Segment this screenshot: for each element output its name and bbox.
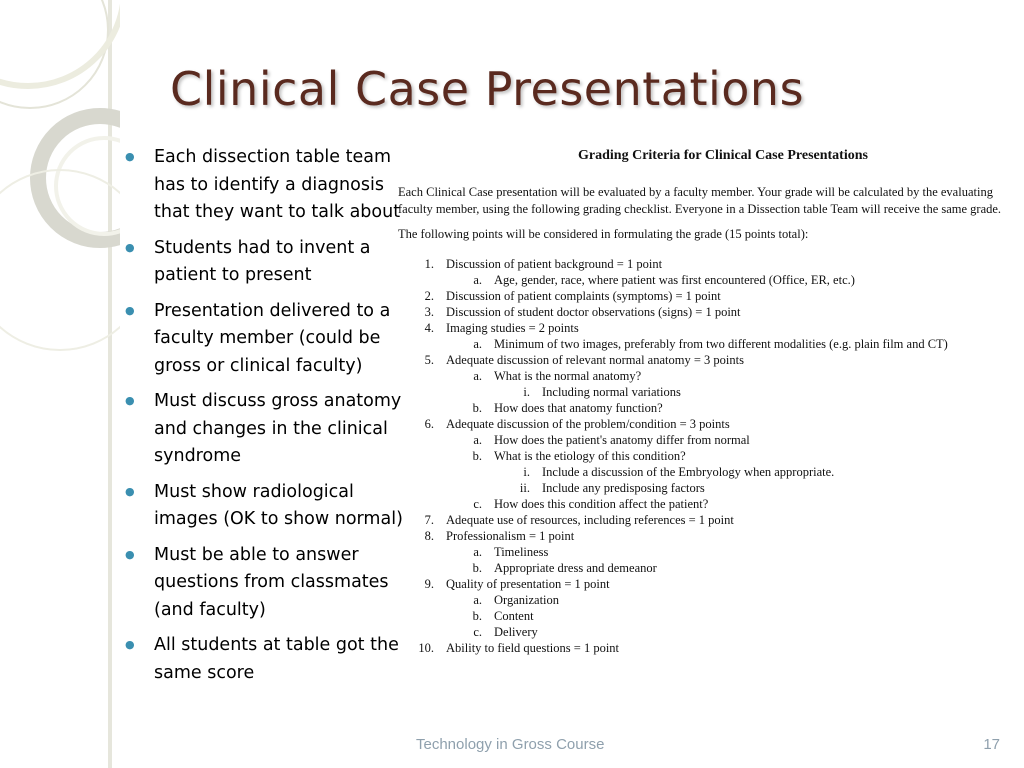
criteria-number: 10.	[418, 641, 434, 655]
criteria-list	[398, 256, 1022, 656]
criteria-text: Quality of presentation = 1 point	[446, 577, 610, 591]
criteria-text: Include a discussion of the Embryology when appropriate.	[542, 465, 835, 479]
bullet-text: Each dissection table team has to identify a diagnosis that they want to talk about	[154, 147, 401, 222]
criteria-text: How does that anatomy function?	[494, 401, 663, 415]
bullet-text: Students had to invent a patient to present	[154, 237, 371, 285]
bullet-text: Must discuss gross anatomy and changes in the clinical syndrome	[154, 391, 402, 466]
criteria-item	[398, 464, 1022, 480]
criteria-item	[398, 416, 1022, 432]
criteria-number: 7.	[424, 513, 434, 527]
bullet-item	[118, 144, 406, 227]
criteria-item	[398, 288, 1022, 304]
criteria-item	[398, 336, 1022, 352]
criteria-item	[398, 432, 1022, 448]
bullet-item	[118, 298, 406, 381]
criteria-number: c.	[473, 497, 482, 511]
criteria-text: Ability to field questions = 1 point	[446, 641, 620, 655]
bullet-text: Presentation delivered to a faculty member (could be gross or clinical faculty)	[154, 300, 391, 376]
circle-bullet-icon: ●	[125, 547, 135, 561]
criteria-text: Adequate discussion of the problem/condition = 3 points	[446, 417, 730, 431]
bullet-text: All students at table got the same score	[154, 635, 399, 683]
document-heading: Grading Criteria for Clinical Case Presentations	[578, 148, 868, 163]
criteria-item	[398, 528, 1022, 544]
criteria-number: 6.	[424, 417, 434, 431]
criteria-text: Discussion of patient background = 1 point	[446, 257, 663, 271]
circle-bullet-icon: ●	[125, 394, 135, 407]
bullet-item	[118, 542, 406, 625]
criteria-item	[398, 272, 1022, 288]
criteria-item	[398, 368, 1022, 384]
criteria-item	[398, 608, 1022, 624]
criteria-text: Age, gender, race, where patient was first encountered (Office, ER, etc.)	[494, 273, 855, 287]
criteria-item	[398, 560, 1022, 576]
bullet-item	[118, 479, 406, 534]
bullet-item	[118, 388, 406, 471]
document-subheading: The following points will be considered in formulating the grade (15 points total):	[398, 227, 809, 241]
bullet-text: Must be able to answer questions from classmates (and faculty)	[154, 544, 389, 620]
criteria-item	[398, 512, 1022, 528]
criteria-text: Organization	[494, 593, 560, 607]
criteria-item	[398, 576, 1022, 592]
criteria-number: b.	[472, 609, 482, 623]
circle-bullet-icon: ●	[125, 484, 135, 498]
criteria-item	[398, 544, 1022, 560]
circle-bullet-icon: ●	[125, 150, 135, 163]
criteria-text: Discussion of student doctor observations (signs) = 1 point	[446, 305, 741, 319]
criteria-number: a.	[473, 593, 482, 607]
criteria-number: a.	[473, 273, 482, 287]
criteria-item	[398, 592, 1022, 608]
criteria-text: Discussion of patient complaints (symptoms) = 1 point	[446, 289, 721, 303]
criteria-number: a.	[473, 369, 482, 383]
criteria-text: Adequate use of resources, including references = 1 point	[446, 513, 734, 527]
criteria-item	[398, 320, 1022, 336]
criteria-text: What is the etiology of this condition?	[494, 449, 686, 463]
criteria-number: b.	[472, 449, 482, 463]
criteria-item	[398, 304, 1022, 320]
criteria-text: Imaging studies = 2 points	[446, 321, 579, 335]
circle-bullet-icon: ●	[125, 303, 135, 317]
criteria-text: How does this condition affect the patient?	[494, 497, 709, 511]
criteria-text: Minimum of two images, preferably from two different modalities (e.g. plain film and CT)	[494, 337, 948, 351]
criteria-text: Content	[494, 609, 534, 623]
slide-title: Clinical Case Presentations	[170, 62, 805, 116]
criteria-number: a.	[473, 545, 482, 559]
criteria-number: 2.	[424, 289, 434, 303]
criteria-text: Delivery	[494, 625, 538, 639]
criteria-number: b.	[472, 561, 482, 575]
criteria-item	[398, 480, 1022, 496]
footer-text: Technology in Gross Course	[416, 736, 605, 753]
criteria-number: 1.	[424, 257, 434, 271]
criteria-text: Include any predisposing factors	[542, 481, 705, 495]
criteria-item	[398, 256, 1022, 272]
criteria-text: Professionalism = 1 point	[446, 529, 575, 543]
bullet-text: Must show radiological images (OK to show normal)	[154, 481, 403, 529]
criteria-item	[398, 640, 1022, 656]
criteria-number: 9.	[424, 577, 434, 591]
criteria-item	[398, 400, 1022, 416]
criteria-number: 3.	[424, 305, 434, 319]
bullet-list	[118, 144, 406, 695]
criteria-number: c.	[473, 625, 482, 639]
criteria-number: 4.	[424, 321, 434, 335]
criteria-item	[398, 352, 1022, 368]
criteria-number: i.	[523, 465, 530, 479]
bullet-item	[118, 632, 406, 687]
criteria-item	[398, 624, 1022, 640]
document-intro: Each Clinical Case presentation will be evaluated by a faculty member. Your grade will be calculated by the evaluating faculty member, using the following grading checklist. Everyone in a Dissection table Team will receive the same grade.	[398, 185, 1002, 216]
circle-bullet-icon: ●	[125, 240, 135, 254]
criteria-item	[398, 448, 1022, 464]
circle-bullet-icon: ●	[125, 638, 135, 651]
page-number: 17	[983, 736, 1000, 753]
decorative-circles	[0, 0, 120, 768]
criteria-number: a.	[473, 433, 482, 447]
criteria-text: How does the patient's anatomy differ from normal	[494, 433, 750, 447]
criteria-item	[398, 384, 1022, 400]
criteria-item	[398, 496, 1022, 512]
criteria-text: What is the normal anatomy?	[494, 369, 642, 383]
criteria-number: 8.	[424, 529, 434, 543]
criteria-text: Adequate discussion of relevant normal anatomy = 3 points	[446, 353, 744, 367]
criteria-text: Timeliness	[494, 545, 549, 559]
criteria-number: 5.	[424, 353, 434, 367]
criteria-text: Including normal variations	[542, 385, 681, 399]
criteria-number: ii.	[519, 481, 530, 495]
criteria-number: i.	[523, 385, 530, 399]
grading-criteria-document	[398, 146, 1022, 656]
bullet-item	[118, 235, 406, 290]
criteria-number: a.	[473, 337, 482, 351]
criteria-text: Appropriate dress and demeanor	[494, 561, 657, 575]
criteria-number: b.	[472, 401, 482, 415]
